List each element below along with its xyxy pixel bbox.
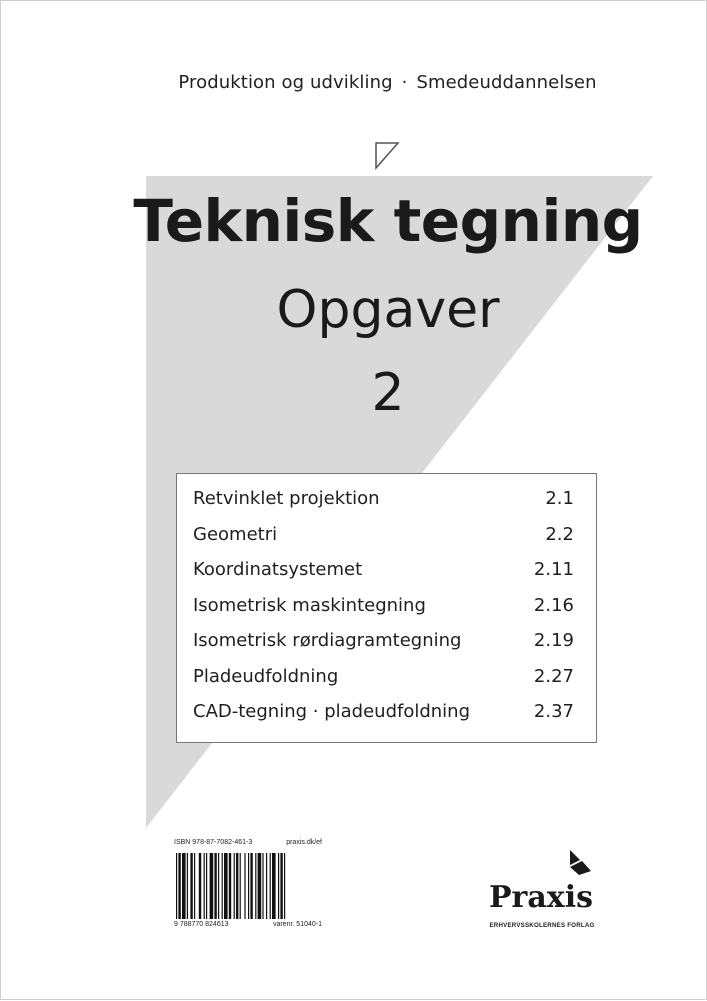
barcode-digits: 9 788770 824613 [174, 921, 229, 928]
praxis-logo-icon [566, 847, 592, 877]
toc-row [193, 524, 574, 560]
barcode-bar [266, 853, 267, 919]
barcode-bar [210, 853, 214, 919]
small-triangle-icon [376, 143, 398, 168]
barcode-bar [206, 853, 207, 919]
subtitle-separator: · [401, 72, 408, 93]
barcode-graphic [176, 853, 322, 919]
barcode-bar [236, 853, 238, 919]
book-title: Teknisk tegning [133, 187, 643, 255]
barcode-bar [278, 853, 279, 919]
barcode-bar [258, 853, 262, 919]
toc-page: 2.19 [533, 630, 574, 651]
barcode-bar [272, 853, 276, 919]
toc-page: 2.37 [533, 701, 574, 722]
barcode-bar [199, 853, 201, 919]
series-subtitle [1, 72, 707, 93]
website-text: praxis.dk/ef [286, 839, 322, 846]
toc-row [193, 701, 574, 737]
barcode-bar [176, 853, 177, 919]
toc-row [193, 488, 574, 524]
item-number: varenr. 51040-1 [272, 921, 322, 928]
barcode-bar [178, 853, 180, 919]
barcode-bar [187, 853, 188, 919]
barcode-bar [194, 853, 195, 919]
barcode-bar [248, 853, 249, 919]
barcode-bar [240, 853, 241, 919]
toc-label: Koordinatsystemet [193, 559, 363, 580]
barcode-bar [229, 853, 231, 919]
toc-label: Pladeudfoldning [193, 665, 339, 687]
toc-row [193, 595, 574, 631]
toc-row [193, 559, 574, 595]
barcode-bar [190, 853, 192, 919]
barcode-block [174, 839, 324, 939]
toc-page: 2.2 [545, 523, 574, 545]
toc-label: Isometrisk rørdiagramtegning [193, 630, 462, 651]
toc-row [193, 630, 574, 666]
barcode-bar [284, 853, 285, 919]
volume-number: 2 [371, 363, 405, 423]
barcode-bar [255, 853, 256, 919]
subtitle-education: Smedeuddannelsen [416, 72, 597, 93]
toc-page: 2.27 [533, 665, 574, 687]
barcode-bar [222, 853, 223, 919]
publisher-tagline: ERHVERVSSKOLERNES FORLAG [489, 922, 595, 929]
toc-page: 2.16 [533, 594, 574, 616]
toc-label: Isometrisk maskintegning [193, 594, 426, 616]
barcode-bar [234, 853, 235, 919]
toc-page: 2.1 [545, 488, 574, 509]
isbn-text: ISBN 978-87-7082-461-3 [174, 839, 253, 846]
toc-label: Retvinklet projektion [193, 488, 380, 509]
barcode-bar [204, 853, 205, 919]
barcode-bar [244, 853, 245, 919]
barcode-bar [218, 853, 219, 919]
publisher-logo [488, 847, 598, 937]
barcode-bar [224, 853, 228, 919]
book-subtitle: Opgaver [276, 280, 500, 340]
toc-page: 2.11 [533, 559, 574, 580]
barcode-bar [280, 853, 282, 919]
toc-row [193, 666, 574, 702]
barcode-bar [214, 853, 216, 919]
publisher-name: Praxis [489, 880, 593, 915]
table-of-contents [176, 473, 597, 743]
toc-label: CAD-tegning · pladeudfoldning [193, 701, 471, 722]
subtitle-program: Produktion og udvikling [178, 72, 393, 93]
barcode-number-line [174, 921, 322, 928]
barcode-bar [182, 853, 186, 919]
toc-label: Geometri [193, 523, 278, 545]
barcode-bar [270, 853, 271, 919]
barcode-bar [262, 853, 263, 919]
isbn-line [174, 839, 322, 846]
barcode-bar [250, 853, 252, 919]
